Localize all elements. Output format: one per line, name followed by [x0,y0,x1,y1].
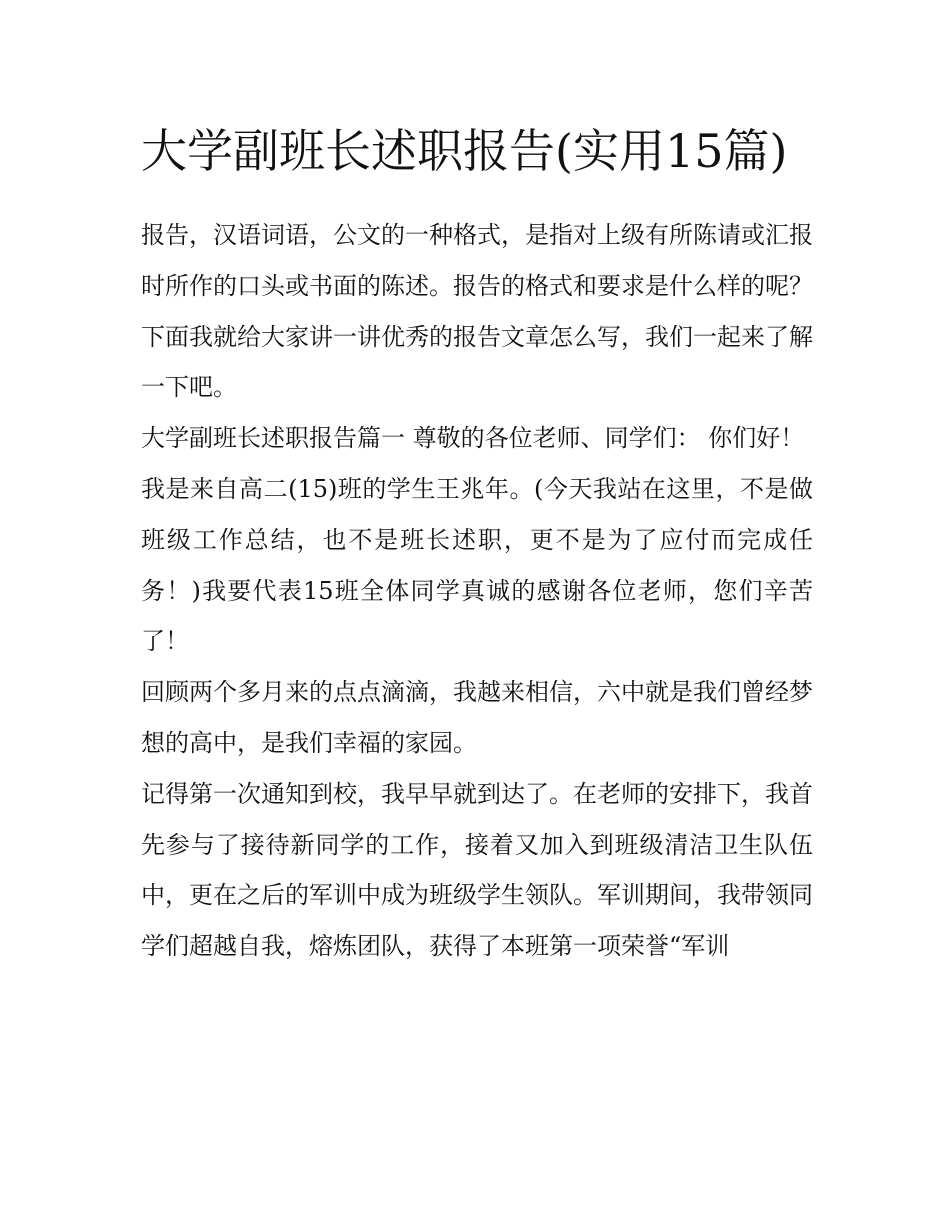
document-body [141,210,813,972]
paragraph-intro: 报告，汉语词语，公文的一种格式，是指对上级有所陈请或汇报时所作的口头或书面的陈述。报告的格式和要求是什么样的呢？下面我就给大家讲一讲优秀的报告文章怎么写，我们一起来了解一下吧。 [141,221,813,402]
paragraph-greeting: 大学副班长述职报告篇一 尊敬的各位老师、同学们： 你们好！ [141,424,805,453]
paragraph-first-day: 记得第一次通知到校，我早早就到达了。在老师的安排下，我首先参与了接待新同学的工作，接着又加入到班级清洁卫生队伍中，更在之后的军训中成为班级学生领队。军训期间，我带领同学们超越自我，熔炼团队，获得了本班第一项荣誉“军训 [141,779,813,961]
paragraph-review: 回顾两个多月来的点点滴滴，我越来相信，六中就是我们曾经梦想的高中，是我们幸福的家园。 [141,678,813,757]
paragraph-self-intro: 我是来自高二(15)班的学生王兆年。(今天我站在这里，不是做班级工作总结，也不是班长述职，更不是为了应付而完成任务！)我要代表15班全体同学真诚的感谢各位老师，您们辛苦了！ [141,474,813,656]
document-content [141,112,813,972]
document-title: 大学副班长述职报告(实用15篇) [141,124,788,178]
